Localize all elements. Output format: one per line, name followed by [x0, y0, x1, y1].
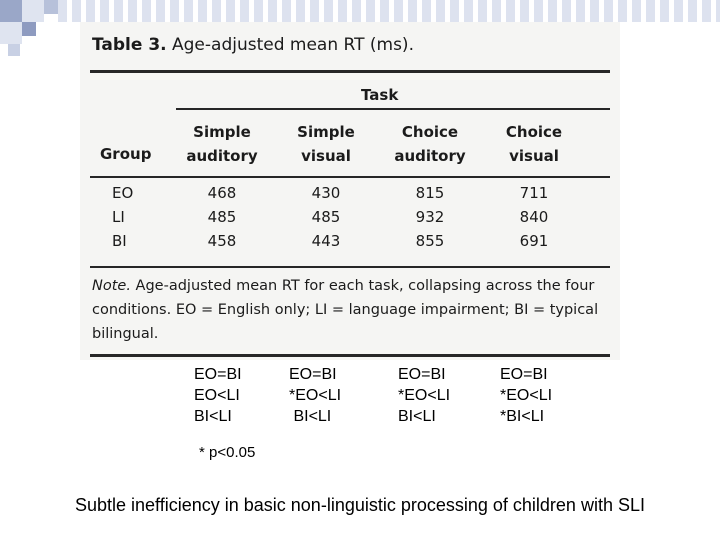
decor-square — [8, 44, 20, 56]
comparison-column: EO=BI *EO<LI BI<LI — [398, 366, 451, 425]
table-row: BI 458 443 855 691 — [112, 232, 549, 250]
comparison-column: EO=BI *EO<LI BI<LI — [289, 366, 342, 425]
comparison-column: EO=BI EO<LI BI<LI — [194, 366, 242, 425]
decor-striped-band — [58, 0, 720, 22]
column-header: Simple auditory — [186, 123, 258, 165]
comparison-column: EO=BI *EO<LI *BI<LI — [500, 366, 553, 425]
decor-square — [44, 0, 58, 14]
decor-square — [22, 22, 36, 36]
table-note: Note. Age-adjusted mean RT for each task, collapsing across the four conditions. EO = English only; LI = language impairment; BI = typical bilingual. — [92, 278, 599, 342]
slide-caption: Subtle inefficiency in basic non-linguistic processing of children with SLI — [75, 495, 645, 515]
decor-square — [0, 0, 22, 22]
table-row: LI 485 485 932 840 — [112, 208, 549, 226]
decor-square — [0, 22, 22, 44]
task-header: Task — [361, 86, 399, 104]
table-row: EO 468 430 815 711 — [112, 184, 549, 202]
table-rule — [176, 108, 610, 110]
decor-square — [22, 0, 44, 22]
scanned-table-image — [80, 22, 620, 360]
table-rule — [90, 70, 610, 73]
table-rule — [90, 354, 610, 357]
column-header: Choice auditory — [394, 123, 466, 165]
column-header: Simple visual — [297, 123, 355, 165]
table-title: Table 3. Age-adjusted mean RT (ms). — [92, 35, 414, 55]
table-rule — [90, 266, 610, 268]
group-header: Group — [100, 145, 152, 163]
column-header: Choice visual — [505, 123, 563, 165]
significance-note: * p<0.05 — [199, 444, 256, 461]
table-rule — [90, 176, 610, 178]
